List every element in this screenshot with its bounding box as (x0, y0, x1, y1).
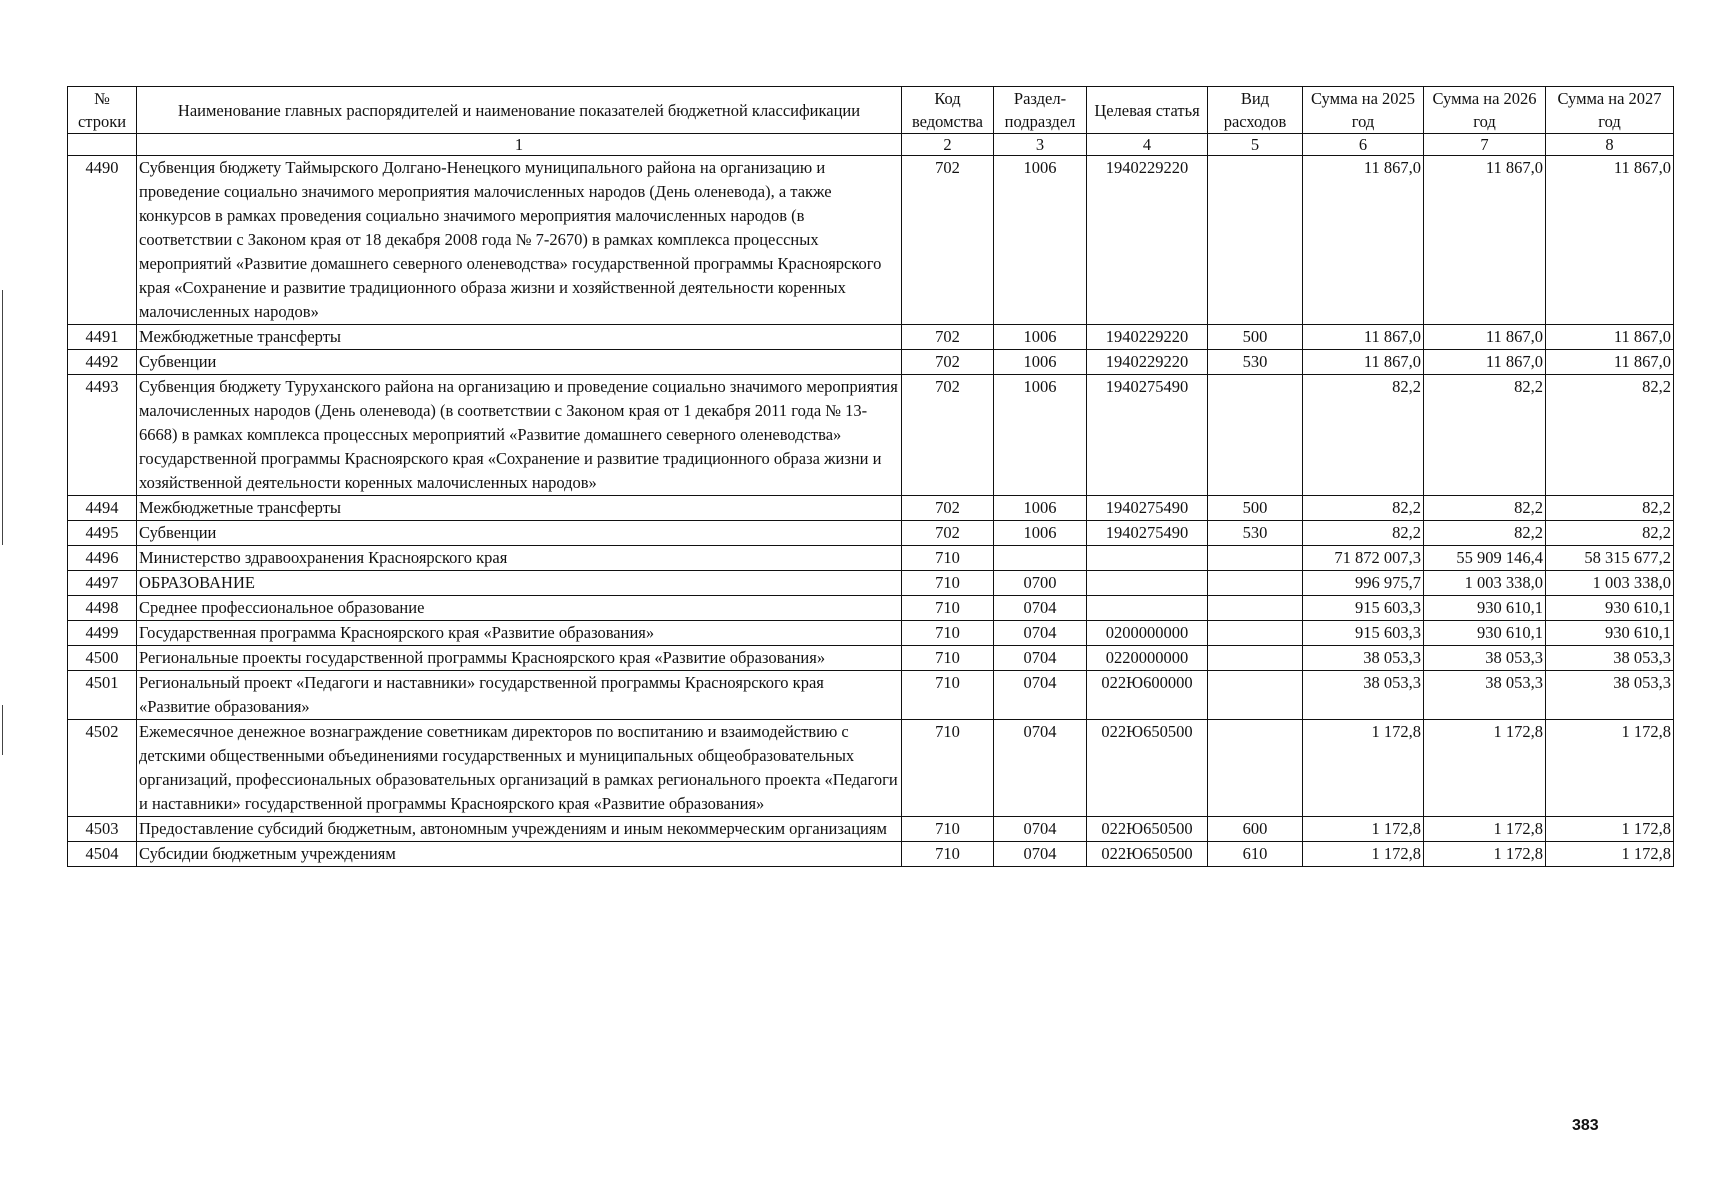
margin-scan-mark (2, 290, 3, 545)
dept-code: 702 (902, 521, 994, 546)
sum-2025: 38 053,3 (1303, 646, 1424, 671)
expense-type (1208, 720, 1303, 817)
row-name: ОБРАЗОВАНИЕ (137, 571, 902, 596)
sum-2027: 1 003 338,0 (1546, 571, 1674, 596)
sum-2027: 11 867,0 (1546, 350, 1674, 375)
sum-2026: 11 867,0 (1424, 350, 1546, 375)
table-row (68, 375, 1674, 496)
row-number: 4494 (68, 496, 137, 521)
expense-type (1208, 596, 1303, 621)
sum-2025: 82,2 (1303, 521, 1424, 546)
target-code: 1940275490 (1087, 521, 1208, 546)
section-code: 0704 (994, 621, 1087, 646)
section-code: 0700 (994, 571, 1087, 596)
header-name: Наименование главных распорядителей и наименование показателей бюджетной классификации (137, 87, 902, 134)
header-section: Раздел-подраздел (994, 87, 1087, 134)
sum-2026: 38 053,3 (1424, 646, 1546, 671)
sum-2026: 55 909 146,4 (1424, 546, 1546, 571)
sum-2026: 38 053,3 (1424, 671, 1546, 720)
table-row (68, 671, 1674, 720)
dept-code: 710 (902, 571, 994, 596)
row-number: 4501 (68, 671, 137, 720)
section-code: 0704 (994, 596, 1087, 621)
target-code: 022Ю650500 (1087, 720, 1208, 817)
section-code: 1006 (994, 496, 1087, 521)
row-number: 4502 (68, 720, 137, 817)
sum-2025: 996 975,7 (1303, 571, 1424, 596)
sum-2026: 930 610,1 (1424, 621, 1546, 646)
column-number: 7 (1424, 134, 1546, 156)
sum-2027: 930 610,1 (1546, 621, 1674, 646)
column-number: 6 (1303, 134, 1424, 156)
expense-type (1208, 671, 1303, 720)
sum-2026: 11 867,0 (1424, 156, 1546, 325)
sum-2027: 58 315 677,2 (1546, 546, 1674, 571)
row-number: 4499 (68, 621, 137, 646)
target-code: 1940229220 (1087, 350, 1208, 375)
dept-code: 710 (902, 671, 994, 720)
sum-2025: 82,2 (1303, 375, 1424, 496)
expense-type: 600 (1208, 817, 1303, 842)
header-row (68, 87, 1674, 134)
row-number: 4497 (68, 571, 137, 596)
sum-2026: 82,2 (1424, 496, 1546, 521)
expense-type (1208, 375, 1303, 496)
table-row (68, 325, 1674, 350)
expense-type: 500 (1208, 496, 1303, 521)
section-code: 1006 (994, 156, 1087, 325)
target-code: 022Ю600000 (1087, 671, 1208, 720)
table-row (68, 496, 1674, 521)
sum-2025: 11 867,0 (1303, 156, 1424, 325)
row-name: Министерство здравоохранения Красноярского края (137, 546, 902, 571)
target-code (1087, 546, 1208, 571)
sum-2027: 82,2 (1546, 375, 1674, 496)
sum-2027: 82,2 (1546, 496, 1674, 521)
expense-type: 500 (1208, 325, 1303, 350)
expense-type (1208, 571, 1303, 596)
table-row (68, 596, 1674, 621)
row-number: 4504 (68, 842, 137, 867)
column-number: 1 (137, 134, 902, 156)
sum-2026: 1 172,8 (1424, 720, 1546, 817)
column-number: 4 (1087, 134, 1208, 156)
section-code (994, 546, 1087, 571)
row-name: Среднее профессиональное образование (137, 596, 902, 621)
dept-code: 702 (902, 496, 994, 521)
table-row (68, 621, 1674, 646)
header-expense-type: Вид расходов (1208, 87, 1303, 134)
sum-2026: 82,2 (1424, 375, 1546, 496)
sum-2025: 11 867,0 (1303, 350, 1424, 375)
expense-type (1208, 156, 1303, 325)
column-number-row (68, 134, 1674, 156)
expense-type: 530 (1208, 350, 1303, 375)
sum-2025: 11 867,0 (1303, 325, 1424, 350)
sum-2025: 1 172,8 (1303, 842, 1424, 867)
header-target: Целевая статья (1087, 87, 1208, 134)
row-name: Субвенция бюджету Туруханского района на организацию и проведение социально значимого мероприятия малочисленных народов (День оленевода) (в соответствии с Законом края от 1 декабря 2011 года № 13-6668) в рамках комплекса процессных мероприятий «Развитие домашнего северного оленеводства» государственной программы Красноярского края «Сохранение и развитие традиционного образа жизни и хозяйственной деятельности коренных малочисленных народов» (137, 375, 902, 496)
section-code: 1006 (994, 325, 1087, 350)
sum-2027: 1 172,8 (1546, 817, 1674, 842)
target-code: 1940275490 (1087, 375, 1208, 496)
target-code: 1940275490 (1087, 496, 1208, 521)
section-code: 1006 (994, 521, 1087, 546)
column-number: 2 (902, 134, 994, 156)
target-code: 1940229220 (1087, 325, 1208, 350)
margin-scan-mark (2, 705, 3, 755)
column-number: 8 (1546, 134, 1674, 156)
column-number (68, 134, 137, 156)
sum-2025: 1 172,8 (1303, 817, 1424, 842)
row-name: Субсидии бюджетным учреждениям (137, 842, 902, 867)
table-body (68, 156, 1674, 867)
sum-2025: 915 603,3 (1303, 621, 1424, 646)
budget-table (67, 86, 1674, 867)
section-code: 0704 (994, 720, 1087, 817)
table-row (68, 842, 1674, 867)
sum-2027: 38 053,3 (1546, 646, 1674, 671)
row-name: Ежемесячное денежное вознаграждение советникам директоров по воспитанию и взаимодействию с детскими общественными объединениями государственных и муниципальных общеобразовательных организаций, профессиональных образовательных организаций в рамках регионального проекта «Педагоги и наставники» государственной программы Красноярского края «Развитие образования» (137, 720, 902, 817)
section-code: 1006 (994, 375, 1087, 496)
dept-code: 710 (902, 842, 994, 867)
table-row (68, 546, 1674, 571)
row-name: Субвенции (137, 350, 902, 375)
sum-2025: 71 872 007,3 (1303, 546, 1424, 571)
header-sum-2026: Сумма на 2026 год (1424, 87, 1546, 134)
target-code: 022Ю650500 (1087, 817, 1208, 842)
sum-2027: 930 610,1 (1546, 596, 1674, 621)
row-name: Межбюджетные трансферты (137, 496, 902, 521)
sum-2025: 1 172,8 (1303, 720, 1424, 817)
target-code: 0220000000 (1087, 646, 1208, 671)
sum-2025: 915 603,3 (1303, 596, 1424, 621)
sum-2027: 11 867,0 (1546, 156, 1674, 325)
header-sum-2027: Сумма на 2027 год (1546, 87, 1674, 134)
sum-2025: 38 053,3 (1303, 671, 1424, 720)
dept-code: 702 (902, 375, 994, 496)
sum-2026: 930 610,1 (1424, 596, 1546, 621)
table-row (68, 350, 1674, 375)
dept-code: 710 (902, 720, 994, 817)
row-number: 4490 (68, 156, 137, 325)
dept-code: 710 (902, 621, 994, 646)
expense-type: 610 (1208, 842, 1303, 867)
row-name: Региональный проект «Педагоги и наставники» государственной программы Красноярского края «Развитие образования» (137, 671, 902, 720)
row-number: 4500 (68, 646, 137, 671)
sum-2027: 82,2 (1546, 521, 1674, 546)
sum-2027: 11 867,0 (1546, 325, 1674, 350)
expense-type (1208, 621, 1303, 646)
header-sum-2025: Сумма на 2025 год (1303, 87, 1424, 134)
section-code: 0704 (994, 671, 1087, 720)
row-number: 4493 (68, 375, 137, 496)
expense-type (1208, 546, 1303, 571)
section-code: 0704 (994, 817, 1087, 842)
row-name: Предоставление субсидий бюджетным, автономным учреждениям и иным некоммерческим организациям (137, 817, 902, 842)
section-code: 0704 (994, 646, 1087, 671)
table-row (68, 817, 1674, 842)
row-number: 4498 (68, 596, 137, 621)
column-number: 5 (1208, 134, 1303, 156)
target-code (1087, 571, 1208, 596)
row-number: 4496 (68, 546, 137, 571)
sum-2027: 1 172,8 (1546, 720, 1674, 817)
dept-code: 710 (902, 817, 994, 842)
target-code: 022Ю650500 (1087, 842, 1208, 867)
target-code (1087, 596, 1208, 621)
header-row-no: № строки (68, 87, 137, 134)
sum-2026: 1 003 338,0 (1424, 571, 1546, 596)
table-row (68, 720, 1674, 817)
row-number: 4492 (68, 350, 137, 375)
dept-code: 710 (902, 546, 994, 571)
row-name: Субвенция бюджету Таймырского Долгано-Ненецкого муниципального района на организацию и проведение социально значимого мероприятия малочисленных народов (День оленевода), а также конкурсов в рамках проведения социально значимого мероприятия малочисленных народов (в соответствии с Законом края от 18 декабря 2008 года № 7-2670) в рамках комплекса процессных мероприятий «Развитие домашнего северного оленеводства» государственной программы Красноярского края «Сохранение и развитие традиционного образа жизни и хозяйственной деятельности коренных малочисленных народов» (137, 156, 902, 325)
dept-code: 702 (902, 156, 994, 325)
sum-2027: 1 172,8 (1546, 842, 1674, 867)
target-code: 1940229220 (1087, 156, 1208, 325)
row-name: Государственная программа Красноярского края «Развитие образования» (137, 621, 902, 646)
dept-code: 710 (902, 646, 994, 671)
row-name: Региональные проекты государственной программы Красноярского края «Развитие образования» (137, 646, 902, 671)
section-code: 1006 (994, 350, 1087, 375)
table-row (68, 521, 1674, 546)
row-name: Межбюджетные трансферты (137, 325, 902, 350)
dept-code: 710 (902, 596, 994, 621)
expense-type (1208, 646, 1303, 671)
column-number: 3 (994, 134, 1087, 156)
sum-2026: 11 867,0 (1424, 325, 1546, 350)
sum-2027: 38 053,3 (1546, 671, 1674, 720)
sum-2026: 82,2 (1424, 521, 1546, 546)
dept-code: 702 (902, 325, 994, 350)
expense-type: 530 (1208, 521, 1303, 546)
row-number: 4495 (68, 521, 137, 546)
sum-2026: 1 172,8 (1424, 842, 1546, 867)
table-row (68, 156, 1674, 325)
row-number: 4503 (68, 817, 137, 842)
section-code: 0704 (994, 842, 1087, 867)
sum-2026: 1 172,8 (1424, 817, 1546, 842)
header-dept-code: Код ведомства (902, 87, 994, 134)
target-code: 0200000000 (1087, 621, 1208, 646)
row-number: 4491 (68, 325, 137, 350)
table-row (68, 571, 1674, 596)
sum-2025: 82,2 (1303, 496, 1424, 521)
dept-code: 702 (902, 350, 994, 375)
page-number: 383 (1572, 1117, 1599, 1134)
row-name: Субвенции (137, 521, 902, 546)
table-row (68, 646, 1674, 671)
